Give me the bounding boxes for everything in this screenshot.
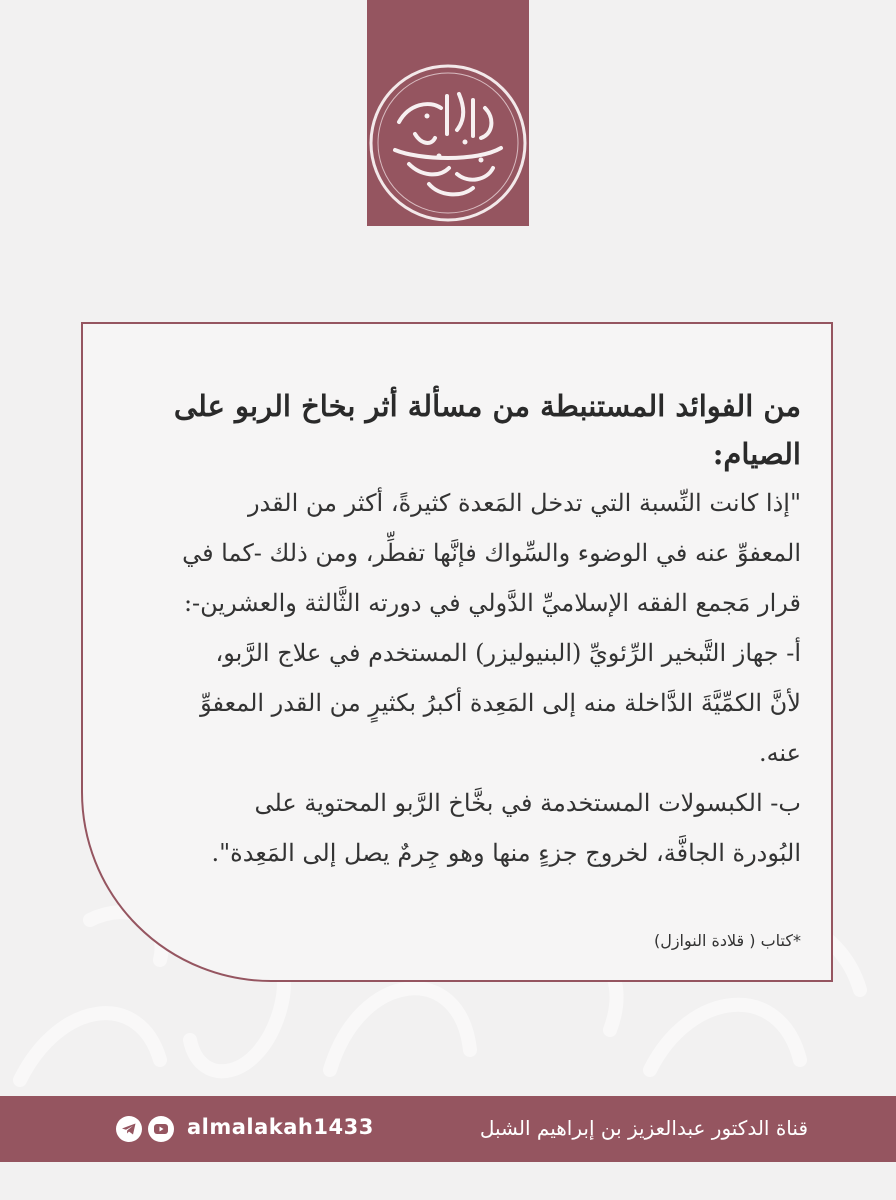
article-body [111, 382, 801, 878]
body-line: المعفوِّ عنه في الوضوء والسِّواك فإنَّها تفطِّر، ومن ذلك -كما في [182, 539, 801, 567]
body-line: لأنَّ الكمِّيَّةَ الدَّاخلة منه إلى المَعِدة أكبرُ بكثيرٍ من القدر المعفوِّ [200, 689, 801, 717]
body-line: قرار مَجمع الفقه الإسلاميِّ الدَّولي في دورته الثَّالثة والعشرين-: [183, 589, 801, 617]
body-line: "إذا كانت النِّسبة التي تدخل المَعدة كثيرةً، أكثر من القدر [247, 489, 801, 517]
heading-line: من الفوائد المستنبطة من مسألة أثر بخاخ الربو على [173, 389, 801, 423]
social-handle[interactable]: almalakah1433 [187, 1115, 374, 1139]
body-line: عنه. [758, 739, 801, 767]
body-line: البُودرة الجافَّة، لخروج جزءٍ منها وهو جِرمٌ يصل إلى المَعِدة". [211, 839, 801, 867]
footer-bar [0, 1096, 896, 1162]
body-line: ب- الكبسولات المستخدمة في بخَّاخ الرَّبو المحتوية على [254, 789, 801, 817]
source-citation: *كتاب ( قلادة النوازل) [653, 931, 801, 950]
calligraphy-seal [369, 64, 527, 222]
heading-line: الصيام: [712, 437, 801, 471]
body-line: أ- جهاز التَّبخير الرِّئويِّ (البنيوليزر) المستخدم في علاج الرَّبو، [215, 639, 801, 667]
telegram-icon[interactable] [116, 1116, 142, 1142]
content-card [81, 322, 833, 982]
youtube-icon[interactable] [148, 1116, 174, 1142]
article-heading [111, 382, 801, 478]
channel-name: قناة الدكتور عبدالعزيز بن إبراهيم الشبل [479, 1116, 808, 1140]
